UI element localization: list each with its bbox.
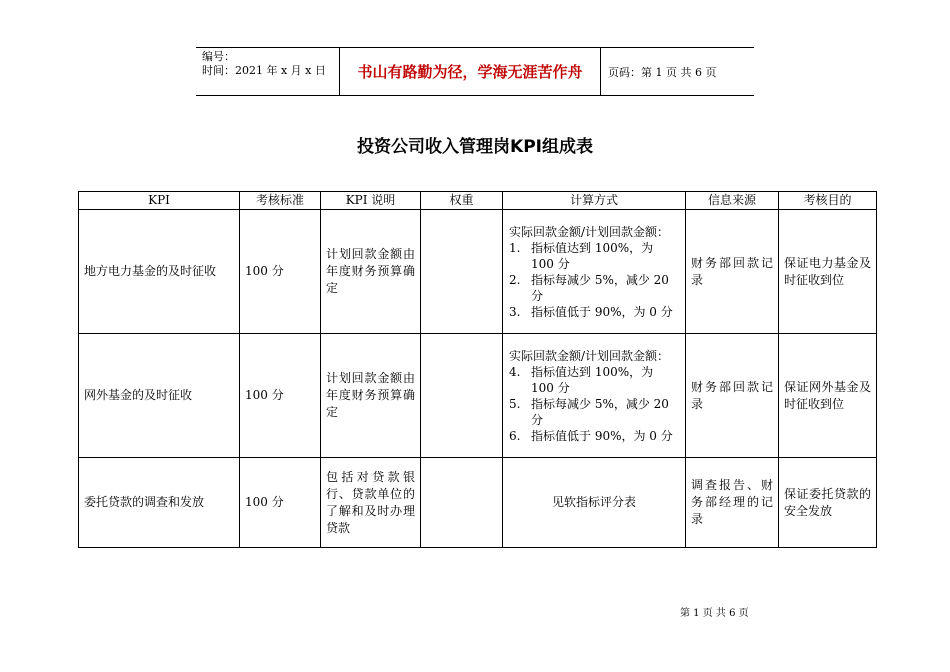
calc-item [509,396,679,428]
calc-intro: 实际回款金额/计划回款金额： [509,348,670,363]
document-header [196,47,754,96]
calc-item [509,304,679,320]
column-header: 信息来源 [686,192,779,210]
source-cell: 财务部回款记录 [686,334,779,458]
table-header-row [79,192,877,210]
calc-cell [503,210,686,334]
page-footer: 第 1 页 共 6 页 [680,608,749,619]
weight-cell [421,458,503,548]
purpose-cell: 保证网外基金及时征收到位 [779,334,877,458]
calc-item-text: 指标值达到 100%，为 100 分 [531,240,654,271]
motto: 书山有路勤为径，学海无涯苦作舟 [339,48,601,95]
calc-item-text: 指标值达到 100%，为 100 分 [531,364,654,395]
source-cell: 财务部回款记录 [686,210,779,334]
column-header: 计算方式 [503,192,686,210]
table-row [79,210,877,334]
calc-item-text: 指标值低于 90%，为 0 分 [531,428,673,443]
desc-cell: 计划回款金额由年度财务预算确定 [321,210,421,334]
standard-cell: 100 分 [240,458,321,548]
column-header: 考核目的 [779,192,877,210]
calc-item [509,428,679,444]
calc-item-number: 1. [509,240,521,255]
column-header: 考核标准 [240,192,321,210]
calc-item-text: 指标每减少 5%，减少 20 分 [531,396,669,427]
desc-cell: 包括对贷款银行、贷款单位的了解和及时办理贷款 [321,458,421,548]
table-row [79,334,877,458]
kpi-cell: 网外基金的及时征收 [79,334,240,458]
time-label: 时间：2021 年 x 月 x 日 [202,64,326,77]
header-meta [196,48,339,95]
calc-cell: 见软指标评分表 [503,458,686,548]
calc-item [509,272,679,304]
kpi-table [78,191,877,548]
calc-cell [503,334,686,458]
weight-cell [421,334,503,458]
kpi-cell: 委托贷款的调查和发放 [79,458,240,548]
column-header: KPI 说明 [321,192,421,210]
calc-item [509,240,679,272]
calc-item-number: 6. [509,428,521,443]
standard-cell: 100 分 [240,334,321,458]
page-title: 投资公司收入管理岗KPI组成表 [357,137,593,157]
calc-item-number: 4. [509,364,521,379]
table-row [79,458,877,548]
number-label: 编号： [202,50,235,63]
calc-item [509,364,679,396]
desc-cell: 计划回款金额由年度财务预算确定 [321,334,421,458]
calc-item-text: 指标值低于 90%，为 0 分 [531,304,673,319]
purpose-cell: 保证委托贷款的安全发放 [779,458,877,548]
calc-item-number: 3. [509,304,521,319]
kpi-cell: 地方电力基金的及时征收 [79,210,240,334]
calc-item-number: 2. [509,272,521,287]
page-label: 页码：第 1 页 共 6 页 [608,65,717,79]
weight-cell [421,210,503,334]
calc-item-text: 指标每减少 5%，减少 20 分 [531,272,669,303]
standard-cell: 100 分 [240,210,321,334]
calc-intro: 实际回款金额/计划回款金额： [509,224,670,239]
column-header: 权重 [421,192,503,210]
purpose-cell: 保证电力基金及时征收到位 [779,210,877,334]
source-cell: 调查报告、财务部经理的记录 [686,458,779,548]
calc-item-number: 5. [509,396,521,411]
column-header: KPI [79,192,240,210]
